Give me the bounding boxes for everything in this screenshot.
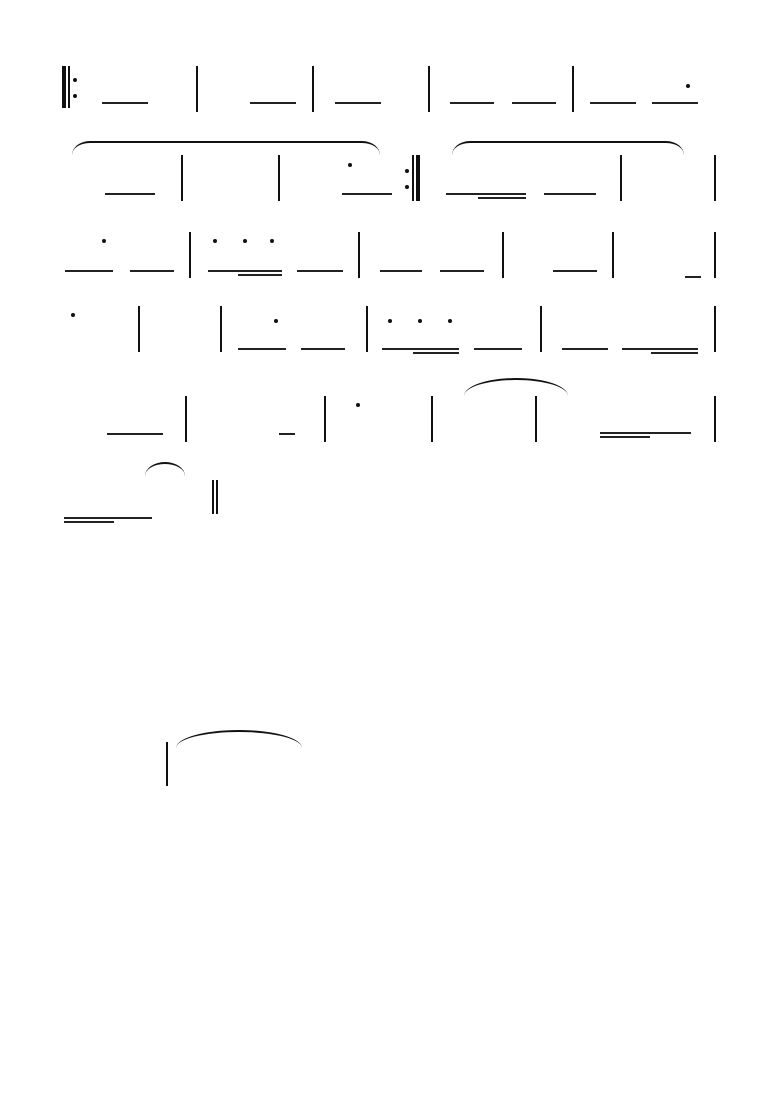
barline [138,306,140,352]
barline [278,155,280,201]
barline [714,306,716,352]
barline [366,306,368,352]
barline [196,66,198,112]
barline [220,306,222,352]
barline [502,232,504,278]
barline [431,396,433,442]
barline [540,306,542,352]
barline [189,232,191,278]
slur [145,462,185,476]
barline [185,396,187,442]
barline [181,155,183,201]
barline [714,396,716,442]
barline [612,232,614,278]
volta-bracket-2 [452,141,684,157]
repeat-start-sign [62,66,76,108]
final-double-barline [212,480,220,514]
barline [620,155,622,201]
volta-bracket-1 [72,141,380,157]
barline [535,396,537,442]
tie-slur [176,730,302,748]
tie-slur [464,378,568,396]
barline [714,232,716,278]
barline [312,66,314,112]
barline [572,66,574,112]
barline [166,742,168,786]
barline [714,155,716,201]
barline [428,66,430,112]
barline [324,396,326,442]
barline [358,232,360,278]
repeat-end-sign [405,155,421,201]
